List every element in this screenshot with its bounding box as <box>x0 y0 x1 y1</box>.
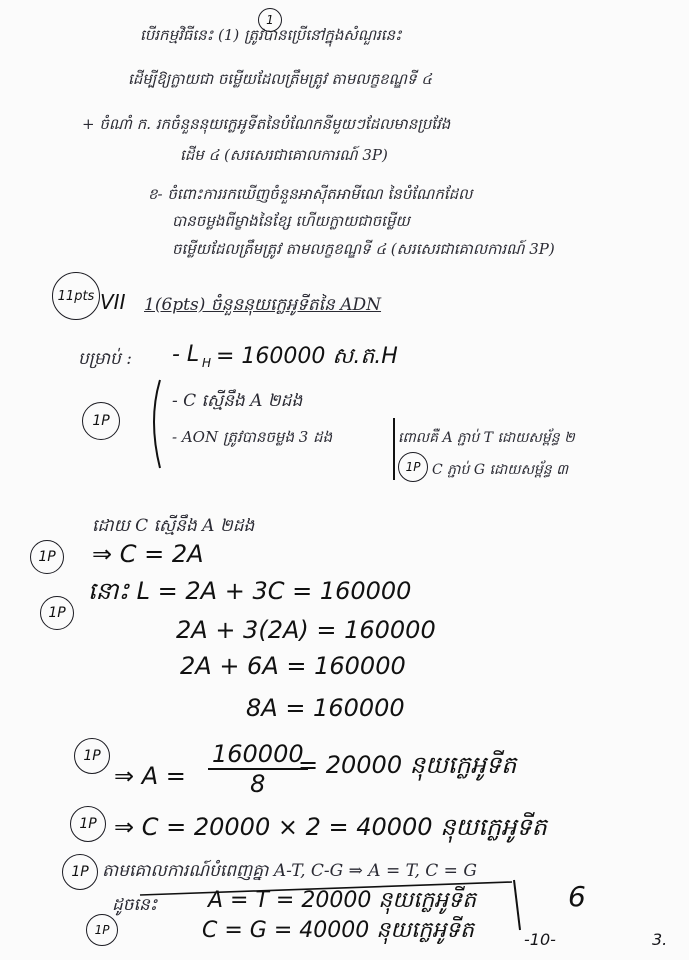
section-title: 1(6pts) ចំនួននុយក្លេអូទីតនៃ ADN <box>144 295 382 315</box>
header-circle-mark: 1 <box>258 8 282 32</box>
header-line-4: ដើម ៤ (សរសេរជាគោលការណ៍ 3P) <box>180 146 388 164</box>
a-prefix: ⇒ A = <box>114 762 186 790</box>
step-expr-3: 2A + 3(2A) = 160000 <box>176 616 436 644</box>
step-point-1: 1P <box>30 540 64 574</box>
a-numerator: 160000 <box>208 740 308 770</box>
given-aon-tail: ពោលគឺ A ភ្ជាប់ T ដោយសម្ព័ន្ធ ២ <box>398 430 575 446</box>
result-label: ដូចនេះ <box>112 895 158 915</box>
c-expr: ⇒ C = 20000 × 2 = 40000 នុយក្លេអូទីត <box>114 813 547 841</box>
step-expr-1: ⇒ C = 2A <box>92 540 204 568</box>
given-l-sub: H <box>202 356 212 370</box>
section-roman: VII <box>100 290 126 314</box>
a-point: 1P <box>74 738 110 774</box>
step-expr-2: នោះ L = 2A + 3C = 160000 <box>88 577 412 605</box>
step-point-2: 1P <box>40 596 74 630</box>
result-line-1: A = T = 20000 នុយក្លេអូទីត <box>208 888 477 913</box>
given-point-1: 1P <box>82 402 120 440</box>
given-point-2: 1P <box>398 452 428 482</box>
a-fraction <box>208 740 308 798</box>
step-intro: ដោយ C ស្មើនឹង A ២ដង <box>92 516 255 536</box>
given-cg-relation: C ភ្ជាប់ G ដោយសម្ព័ន្ធ ៣ <box>432 462 569 478</box>
header-line-7: ចម្លើយដែលត្រឹមត្រូវ តាមលក្ខខណ្ឌទី ៤ (សរសេរជាគោលការណ៍ 3P) <box>172 240 555 258</box>
a-denominator: 8 <box>250 770 266 798</box>
header-line-6: បានចម្លងពីម្ខាងនៃខ្សែ ហើយក្លាយជាចម្លើយ <box>172 212 410 230</box>
header-line-1: បើរកម្មវិធីនេះ (1) ត្រូវបានប្រើនៅក្នុងសំណួរនេះ <box>140 26 402 44</box>
result-line-2: C = G = 40000 នុយក្លេអូទីត <box>202 918 474 943</box>
step-expr-4: 2A + 6A = 160000 <box>180 652 406 680</box>
given-label: បម្រាប់ : <box>78 349 132 369</box>
page-number: -10- <box>524 930 556 949</box>
given-aon-relation: - AON ត្រូវបានចម្លង 3 ដង <box>172 428 333 446</box>
result-point: 1P <box>86 914 118 946</box>
header-line-2: ដើម្បីឱ្យក្លាយជា ចម្លើយដែលត្រឹមត្រូវ តាមលក្ខខណ្ឌទី ៤ <box>128 70 432 88</box>
rule-expr: តាមគោលការណ៍បំពេញគ្នា A-T, C-G ⇒ A = T, C = G <box>102 861 477 881</box>
rule-point: 1P <box>62 854 98 890</box>
header-line-5: ខ- ចំពោះការរកឃើញចំនួនអាស៊ីតអាមីណេ នៃបំណែកដែល <box>148 185 473 203</box>
given-c-relation: - C ស្មើនឹង A ២ដង <box>172 391 303 411</box>
a-suffix: = 20000 នុយក្លេអូទីត <box>298 751 517 779</box>
step-expr-5: 8A = 160000 <box>246 694 405 722</box>
given-l-prefix: - L <box>172 342 200 367</box>
header-line-3: + ចំណាំ ក. រកចំនួននុយក្លេអូទីតនៃបំណែកនីមួយៗដែលមានប្រវែង <box>82 115 451 133</box>
corner-number: 3. <box>652 930 668 949</box>
given-l-value: = 160000 ស.ត.H <box>216 344 398 369</box>
points-badge: 11pts <box>52 272 100 320</box>
c-point: 1P <box>70 806 106 842</box>
score-mark: 6 <box>568 880 586 913</box>
